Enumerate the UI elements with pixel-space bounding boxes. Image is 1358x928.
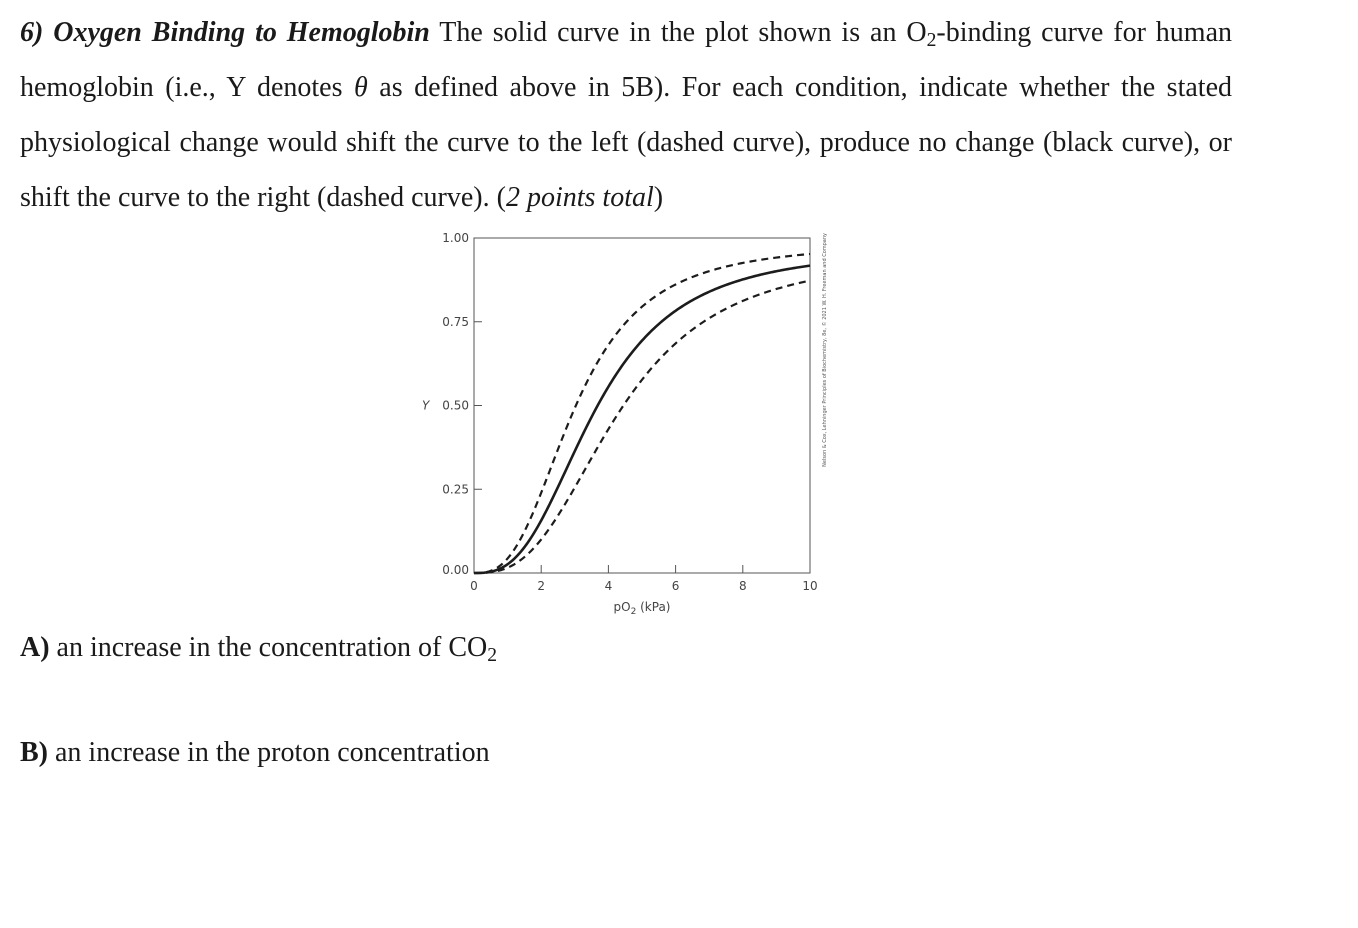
x-tick-label: 10 <box>802 579 818 593</box>
x-axis-title-unit: (kPa) <box>636 600 671 614</box>
y-tick-label: 0.75 <box>442 314 469 329</box>
y-axis-ticks <box>442 231 482 577</box>
part-a-label: A) <box>20 632 50 663</box>
y-tick-label: 1.00 <box>442 231 469 245</box>
x-axis-ticks <box>470 565 817 593</box>
binding-curves <box>474 254 810 573</box>
oxygen-binding-figure <box>410 225 840 625</box>
x-tick-label: 4 <box>604 579 613 593</box>
question-text-1: The solid curve in the plot shown is an O <box>429 17 927 48</box>
co2-subscript: 2 <box>487 644 498 666</box>
question-paragraph <box>20 5 1232 225</box>
oxygen-binding-chart <box>410 225 840 625</box>
y-tick-label: 0.25 <box>442 482 469 497</box>
part-a-text: an increase in the concentration of CO <box>49 632 488 663</box>
question-heading: 6) Oxygen Binding to Hemoglobin <box>20 17 430 48</box>
x-axis-title <box>614 600 671 617</box>
solid-binding-curve <box>474 266 810 573</box>
o2-subscript: 2 <box>926 29 937 51</box>
points-note: 2 points total <box>505 182 654 213</box>
x-tick-label: 8 <box>738 579 747 593</box>
part-b <box>20 737 490 769</box>
y-axis-title: Y <box>422 398 430 413</box>
y-tick-label: 0.50 <box>442 398 469 413</box>
question-text-2: -binding curve for human hemoglobin (i.e., Y denotes <box>20 17 1233 103</box>
x-axis-title-sub: 2 <box>630 607 637 617</box>
part-b-label: B) <box>20 737 48 768</box>
x-axis-title-main: pO <box>613 600 631 614</box>
left-dashed-curve <box>474 254 810 573</box>
closing-paren: ) <box>653 182 664 213</box>
plot-frame <box>474 238 810 573</box>
figure-credit: Nelson & Cox, Lehninger Principles of Biochemistry, 8e, © 2021 W. H. Freeman and Company <box>822 233 828 467</box>
question-text-3: as defined above in 5B). For each condition, indicate whether the stated physiological change would shift the curve to the left (dashed curve), produce no change (black curve), or shift the curve to the right (dashed curve). ( <box>20 72 1232 213</box>
theta-symbol: θ <box>354 72 368 103</box>
x-tick-label: 2 <box>537 579 546 593</box>
y-tick-label: 0.00 <box>442 563 469 577</box>
x-tick-label: 6 <box>671 579 680 593</box>
part-a <box>20 632 497 664</box>
part-b-text: an increase in the proton concentration <box>48 737 490 768</box>
x-tick-label: 0 <box>470 579 478 593</box>
